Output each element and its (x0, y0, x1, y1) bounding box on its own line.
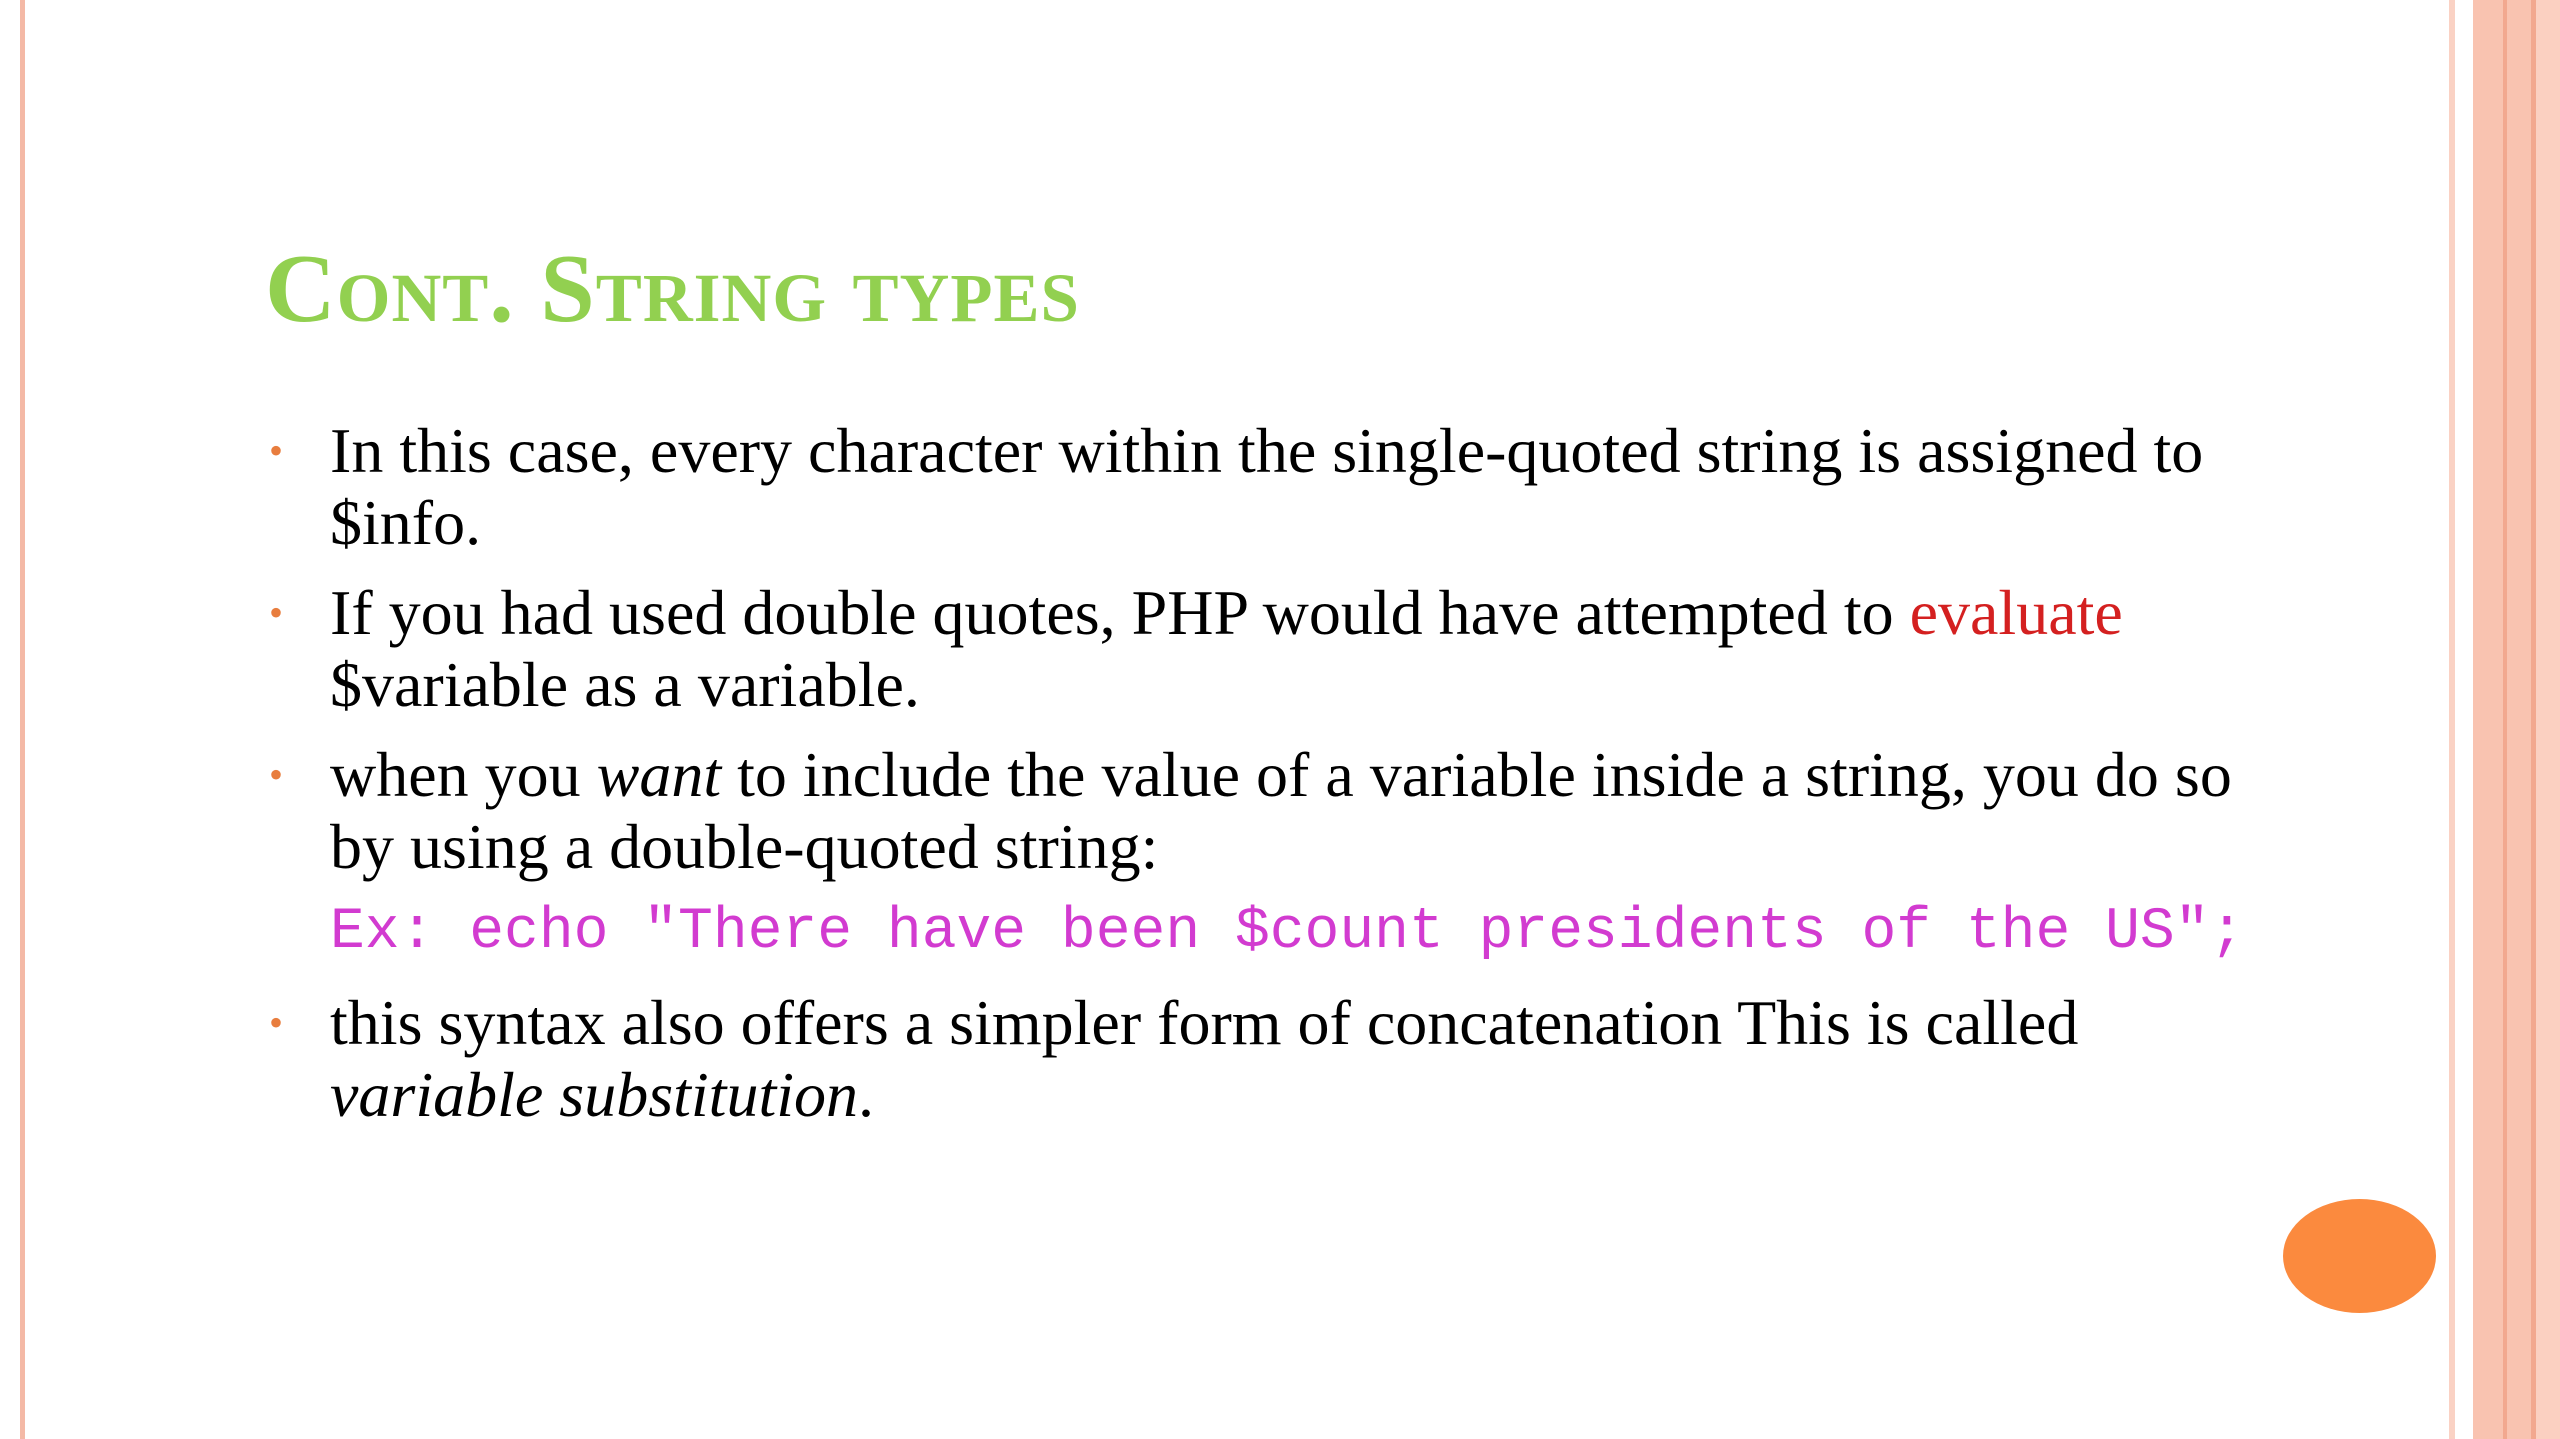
bullet-3-emphasis: want (596, 739, 722, 810)
bullet-dot-icon: • (269, 1000, 284, 1045)
slide-title: Cont. String types (265, 235, 1080, 343)
bullet-2-text-b: $variable as a variable. (330, 649, 920, 720)
bullet-2-text-a: If you had used double quotes, PHP would have attempted to (330, 577, 1910, 648)
bullet-4-emphasis: variable substitution (330, 1059, 858, 1130)
bullet-dot-icon: • (269, 590, 284, 635)
bullet-3-text-a: when you (330, 739, 597, 810)
bullet-2-highlight: evaluate (1909, 577, 2123, 648)
bullet-item-2 (265, 577, 2265, 721)
bullet-4-text-a: this syntax also offers a simpler form of concatenation This is called (330, 987, 2079, 1058)
left-border-rule (20, 0, 25, 1439)
bullet-item-4 (265, 987, 2265, 1131)
bullet-3-text-b: to include the value of a variable inside a string, you do so by using a double-quoted string: (330, 739, 2232, 882)
bullet-1-text: In this case, every character within the single-quoted string is assigned to $info. (330, 415, 2204, 558)
code-example: Ex: echo "There have been $count presidents of the US"; (330, 900, 2245, 965)
bullet-item-3 (265, 739, 2265, 883)
bullet-item-1 (265, 415, 2265, 559)
orange-oval-decoration (2283, 1199, 2436, 1313)
bullet-list (265, 415, 2265, 1149)
bullet-dot-icon: • (269, 428, 284, 473)
bullet-4-text-b: . (858, 1059, 874, 1130)
bullet-dot-icon: • (269, 752, 284, 797)
